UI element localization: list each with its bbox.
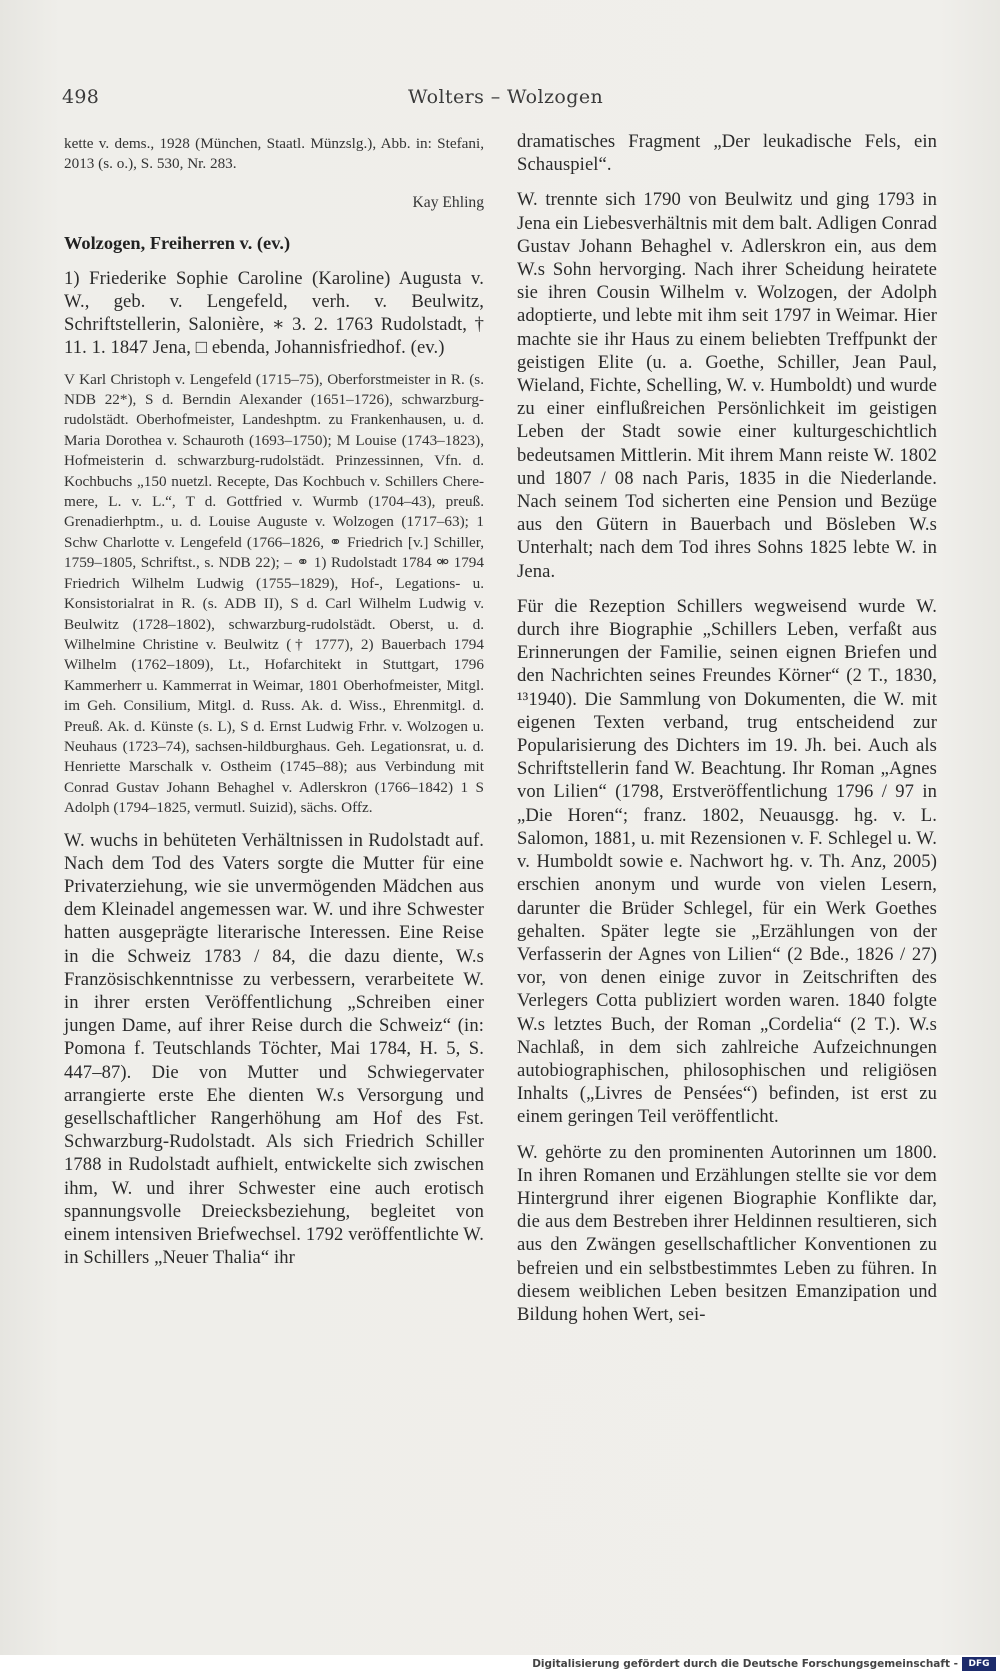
- dfg-logo: DFG: [962, 1657, 996, 1671]
- page-number: 498: [62, 86, 100, 108]
- entry-heading: Wolzogen, Freiherren v. (ev.): [64, 232, 291, 253]
- right-column: [517, 130, 937, 1326]
- entry-intro: 1) Friederike Sophie Caroline (Karoline) Augusta v. W., geb. v. Lengefeld, verh. v. Beulwitz, Schriftstellerin, Salonière, ∗ 3. 2. 1763 Rudolstadt, † 11. 1. 1847 Jena, □ ebenda, Johannisfriedhof. (ev.): [64, 267, 484, 359]
- running-title: Wolters – Wolzogen: [408, 86, 604, 108]
- genealogy-text: V Karl Christoph v. Lengefeld (1715–75), Oberforstmeister in R. (s. NDB 22*), S d. Berndin Alexander (1651–1726), schwarzburg-rudolstädt. Oberhofmeister, Landeshptm. zu Frankenhausen, u. d. Maria Dorothea v. Schauroth (1693–1750); M Louise (1743–1823), Hofmeisterin d. schwarzburg-rudolstädt. Prinzessinnen, Vfn. d. Kochbuchs „150 nuetzl. Recepte, Das Kochbuch v. Schillers Chere-mere, L. v. L.“, T d. Gottfried v. Wurmb (1704–43), preuß. Grenadierhptm., u. d. Louise Auguste v. Wolzogen (1717–63); 1 Schw Charlotte v. Lengefeld (1766–1826, ⚭ Friedrich [v.] Schiller, 1759–1805, Schriftst., s. NDB 22); – ⚭ 1) Rudolstadt 1784 ⚮ 1794 Friedrich Wilhelm Ludwig (1755–1829), Hof-, Legations- u. Konsistorialrat in R. (s. ADB II), S d. Carl Wilhelm Ludwig v. Beulwitz (1728–1802), schwarzburg-rudolstädt. Oberst, u. d. Wilhelmine Christine v. Beulwitz († 1777), 2) Bauerbach 1794 Wilhelm (1762–1809), Lt., Hofarchitekt in Stuttgart, 1796 Kammerherr u. Kammerrat in Weimar, 1801 Oberhofmeister, Mitgl. im Geh. Consilium, Mitgl. d. Russ. Ak. d. Wiss., Ehrenmitgl. d. Preuß. Ak. d. Künste (s. L), S d. Ernst Ludwig Frhr. v. Wolzogen u. Neuhaus (1723–74), sachsen-hildburghaus. Geh. Legationsrat, u. d. Henriette Marschalk v. Ostheim (1745–88); aus Verbindung mit Conrad Gustav Johann Behaghel v. Adlerskron (1766–1842) 1 S Adolph (1794–1825, vermutl. Suizid), sächs. Offz.: [64, 370, 484, 817]
- carryover-text: kette v. dems., 1928 (München, Staatl. Münzslg.), Abb. in: Stefani, 2013 (s. o.), S. 530, Nr. 283.: [64, 135, 484, 173]
- author-signature: Kay Ehling: [412, 193, 484, 211]
- body-paragraph: Für die Rezeption Schillers wegweisend wurde W. durch ihre Biographie „Schillers Leben, verfaßt aus Erinnerungen der Familie, seinen eignen Briefen und den Nachrichten seines Freundes Körner“ (2 T., 1830, ¹³1940). Die Sammlung von Dokumenten, die W. mit eigenen Texten verband, trug entscheidend zur Popularisierung des Dichters im 19. Jh. bei. Auch als Schriftstellerin fand W. Beachtung. Ihr Roman „Agnes von Lilien“ (1798, Erstveröffentlichung 1796 / 97 in „Die Horen“; franz. 1802, Neuausgg. hg. v. L. Salomon, 1881, u. mit Rezensionen v. F. Schlegel u. W. v. Humboldt sowie e. Nachwort hg. v. Th. Anz, 2005) erschien anonym und wurde von vielen Lesern, darunter die Brüder Schlegel, für ein Werk Goethes gehalten. Später legte sie „Erzählungen von der Verfasserin der Agnes von Lilien“ (2 Bde., 1826 / 27) vor, von denen einige zuvor in Zeitschriften des Verlegers Cotta publiziert worden waren. 1840 folgte W.s letztes Buch, der Roman „Cordelia“ (2 T.). W.s Nachlaß, in dem sich zahlreiche Aufzeichnungen autobiographischen, philosophischen und religiösen Inhalts („Livres de Pensées“) befinden, ist erst zu einem geringen Teil veröffentlicht.: [517, 595, 937, 1128]
- left-column: [64, 134, 484, 1269]
- body-paragraph: W. gehörte zu den prominenten Autorinnen um 1800. In ihren Romanen und Erzählungen stellte sie vor dem Hintergrund ihrer eigenen Biographie Konflikte dar, die aus dem Bestreben ihrer Heldinnen resultieren, sich aus den Zwängen gesellschaftlicher Konventionen zu befreien und ein selbstbestimmtes Leben zu führen. In diesem weiblichen Leben besitzen Emanzipation und Bildung hohen Wert, sei-: [517, 1141, 937, 1325]
- running-head: [62, 86, 942, 116]
- digitization-footer: [0, 1655, 1000, 1675]
- body-paragraph: W. trennte sich 1790 von Beulwitz und ging 1793 in Jena ein Liebesverhältnis mit dem balt. Adligen Conrad Gustav Johann Behaghel v. Adlerskron ein, aus dem W.s Sohn hervorging. Nach ihrer Scheidung heiratete sie ihren Cousin Wilhelm v. Wolzogen, der Adolph adoptierte, und lebte mit ihm seit 1797 in Weimar. Hier machte sie ihr Haus zu einem beliebten Treffpunkt der geistigen Elite (u. a. Goethe, Schiller, Jean Paul, Wieland, Fichte, Schelling, W. v. Humboldt) und wurde zu einer einflußreichen Persönlichkeit im geistigen Leben der Stadt sowie einer kulturgeschichtlich bedeutsamen Mittlerin. Mit ihrem Mann reiste W. 1802 und 1807 / 08 nach Paris, 1835 in die Niederlande. Nach seinem Tod sicherten eine Pension und Bezüge aus den Gütern in Bauerbach und Bösleben W.s Unterhalt; nach dem Tod ihres Sohns 1825 lebte W. in Jena.: [517, 189, 937, 582]
- body-paragraph: dramatisches Fragment „Der leukadische Fels, ein Schauspiel“.: [517, 131, 937, 176]
- footer-text: Digitalisierung gefördert durch die Deutsche Forschungsgemeinschaft -: [532, 1658, 958, 1670]
- body-paragraph: W. wuchs in behüteten Verhältnissen in Rudolstadt auf. Nach dem Tod des Vaters sorgte die Mutter für eine Privaterziehung, wie sie unvermögenden Mädchen aus dem Kleinadel angemessen war. W. und ihre Schwester hatten ausgeprägte literarische Interessen. Eine Reise in die Schweiz 1783 / 84, die dazu diente, W.s Französischkenntnisse zu verbessern, verarbeitete W. in ihrer ersten Veröffentlichung „Schreiben einer jungen Dame, auf ihrer Reise durch die Schweiz“ (in: Pomona f. Teutschlands Töchter, Mai 1784, H. 5, S. 447–87). Die von Mutter und Schwiegervater arrangierte erste Ehe dienten W.s Versorgung und gesellschaftlicher Rangerhöhung am Hof des Fst. Schwarzburg-Rudolstadt. Als sich Friedrich Schiller 1788 in Rudolstadt aufhielt, entwickelte sich zwischen ihm, W. und ihrer Schwester eine auch erotisch spannungsvolle Dreiecksbeziehung, begleitet von einem intensiven Briefwechsel. 1792 veröffentlichte W. in Schillers „Neuer Thalia“ ihr: [64, 829, 484, 1269]
